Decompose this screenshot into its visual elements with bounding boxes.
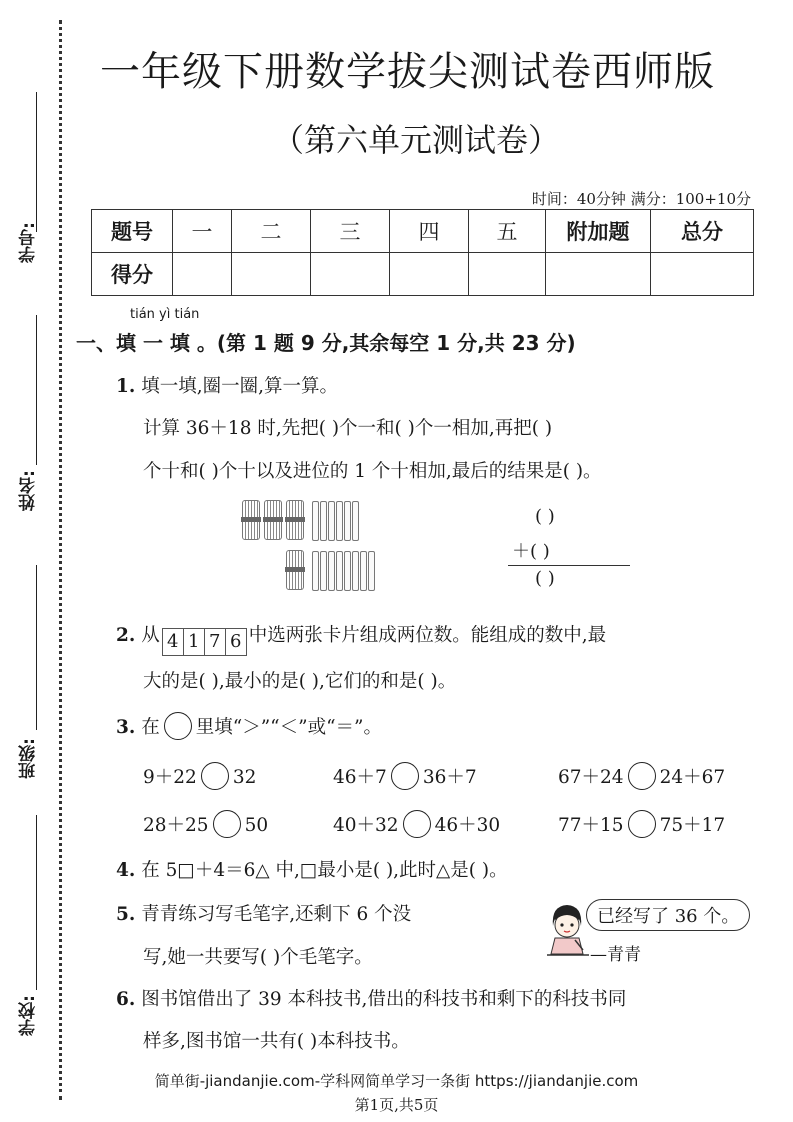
stick-bundle xyxy=(286,500,304,540)
score-cell[interactable] xyxy=(390,253,469,296)
question-2-line-2: 大的是( ),最小的是( ),它们的和是( )。 xyxy=(143,671,457,692)
question-number: 6. xyxy=(116,989,136,1010)
number-cards xyxy=(162,628,247,656)
circle-symbol-icon xyxy=(164,712,192,740)
number-card: 1 xyxy=(183,628,204,656)
stick-bundle xyxy=(264,500,282,540)
binding-dotted-line xyxy=(59,20,62,1100)
vertical-calc-row-1[interactable]: ( ) xyxy=(535,506,555,527)
question-6-line-2: 样多,图书馆一共有( )本科技书。 xyxy=(143,1031,410,1052)
single-stick xyxy=(320,501,327,541)
compare-left: 67＋24 xyxy=(558,767,624,788)
number-card: 7 xyxy=(204,628,225,656)
score-cell[interactable] xyxy=(469,253,546,296)
question-text: 在 xyxy=(141,717,160,738)
compare-circle[interactable] xyxy=(213,810,241,838)
compare-left: 46＋7 xyxy=(333,767,387,788)
number-card: 4 xyxy=(162,628,183,656)
page-subtitle: （第六单元测试卷） xyxy=(272,121,561,159)
name-rule xyxy=(36,315,37,465)
speech-bubble: 已经写了 36 个。 xyxy=(586,899,750,931)
single-stick xyxy=(312,551,319,591)
single-stick xyxy=(360,551,367,591)
compare-item xyxy=(558,810,725,838)
score-header-cell: 总分 xyxy=(651,210,754,253)
compare-right: 36＋7 xyxy=(422,767,477,788)
question-number: 4. xyxy=(116,860,136,881)
section-pinyin: tián yì tián xyxy=(130,307,200,322)
question-number: 2. xyxy=(116,625,136,646)
question-text: 填一填,圈一圈,算一算。 xyxy=(141,376,338,397)
student-id-label: 学号: xyxy=(19,222,39,263)
score-cell[interactable] xyxy=(232,253,311,296)
class-rule xyxy=(36,565,37,730)
stick-bundle xyxy=(242,500,260,540)
compare-item xyxy=(143,810,268,838)
score-cell[interactable] xyxy=(173,253,232,296)
question-text: 在 5□＋4＝6△ 中,□最小是( ),此时△是( )。 xyxy=(141,860,508,881)
score-cell[interactable] xyxy=(546,253,651,296)
single-stick xyxy=(336,501,343,541)
compare-right: 24＋67 xyxy=(659,767,726,788)
question-1-line-1: 计算 36＋18 时,先把( )个一和( )个一相加,再把( ) xyxy=(143,418,553,439)
compare-item xyxy=(333,810,500,838)
class-label: 班级: xyxy=(19,738,39,779)
question-5-line-2: 写,她一共要写( )个毛笔字。 xyxy=(143,947,373,968)
score-header-cell: 附加题 xyxy=(546,210,651,253)
compare-right: 32 xyxy=(232,767,257,788)
vertical-calc-row-3[interactable]: ( ) xyxy=(535,568,555,589)
compare-item xyxy=(333,762,477,790)
score-header-cell: 题号 xyxy=(92,210,173,253)
section-heading: 一、填 一 填 。(第 1 题 9 分,其余每空 1 分,共 23 分) xyxy=(76,331,576,355)
question-6-line-1 xyxy=(116,985,626,1011)
score-row-label: 得分 xyxy=(92,253,173,296)
compare-left: 77＋15 xyxy=(558,815,624,836)
compare-right: 50 xyxy=(244,815,269,836)
speaker-name: —青青 xyxy=(590,945,641,965)
score-header-cell: 四 xyxy=(390,210,469,253)
school-rule xyxy=(36,815,37,990)
compare-circle[interactable] xyxy=(201,762,229,790)
compare-right: 46＋30 xyxy=(434,815,501,836)
question-4 xyxy=(116,856,508,882)
score-table-score-row xyxy=(92,253,754,296)
vertical-calc-row-2[interactable]: ＋( ) xyxy=(512,541,550,562)
question-2-line-1 xyxy=(116,621,606,656)
source-footer: 简单街-jiandanjie.com-学科网简单学习一条街 https://jiandanjie.com xyxy=(154,1072,639,1090)
question-text: 里填“＞”“＜”或“＝”。 xyxy=(195,717,382,738)
question-number: 3. xyxy=(116,717,136,738)
question-text: 中选两张卡片组成两位数。能组成的数中,最 xyxy=(248,625,607,646)
single-stick xyxy=(320,551,327,591)
single-stick xyxy=(352,551,359,591)
name-label: 姓名: xyxy=(19,470,39,511)
question-number: 5. xyxy=(116,904,136,925)
single-stick xyxy=(328,551,335,591)
single-stick xyxy=(352,501,359,541)
compare-circle[interactable] xyxy=(403,810,431,838)
compare-item xyxy=(143,762,256,790)
score-table-header-row xyxy=(92,210,754,253)
score-table xyxy=(91,209,754,296)
compare-circle[interactable] xyxy=(628,762,656,790)
question-3-title xyxy=(116,712,382,740)
compare-circle[interactable] xyxy=(628,810,656,838)
question-1-title xyxy=(116,372,338,398)
compare-right: 75＋17 xyxy=(659,815,726,836)
single-stick xyxy=(328,501,335,541)
compare-circle[interactable] xyxy=(391,762,419,790)
score-header-cell: 五 xyxy=(469,210,546,253)
girl-writing-icon xyxy=(545,900,589,958)
question-1-line-2: 个十和( )个十以及进位的 1 个十相加,最后的结果是( )。 xyxy=(143,461,602,482)
page-title: 一年级下册数学拔尖测试卷西师版 xyxy=(100,49,715,95)
question-text: 青青练习写毛笔字,还剩下 6 个没 xyxy=(141,904,412,925)
single-stick xyxy=(336,551,343,591)
single-stick xyxy=(344,551,351,591)
question-text: 图书馆借出了 39 本科技书,借出的科技书和剩下的科技书同 xyxy=(141,989,627,1010)
vertical-calc-rule xyxy=(508,565,630,566)
compare-left: 28＋25 xyxy=(143,815,209,836)
school-label: 学校: xyxy=(19,995,39,1036)
score-cell[interactable] xyxy=(651,253,754,296)
single-stick xyxy=(368,551,375,591)
number-card: 6 xyxy=(225,628,247,656)
score-cell[interactable] xyxy=(311,253,390,296)
score-header-cell: 二 xyxy=(232,210,311,253)
single-stick xyxy=(344,501,351,541)
question-text: 从 xyxy=(141,625,160,646)
stick-bundle xyxy=(286,550,304,590)
compare-left: 9＋22 xyxy=(143,767,197,788)
question-number: 1. xyxy=(116,376,136,397)
score-header-cell: 一 xyxy=(173,210,232,253)
compare-left: 40＋32 xyxy=(333,815,399,836)
single-stick xyxy=(312,501,319,541)
student-id-rule xyxy=(36,92,37,232)
compare-item xyxy=(558,762,725,790)
score-header-cell: 三 xyxy=(311,210,390,253)
exam-meta: 时间：40分钟 满分：100+10分 xyxy=(531,190,751,208)
page-number: 第1页,共5页 xyxy=(354,1096,439,1114)
question-5-line-1 xyxy=(116,900,411,926)
